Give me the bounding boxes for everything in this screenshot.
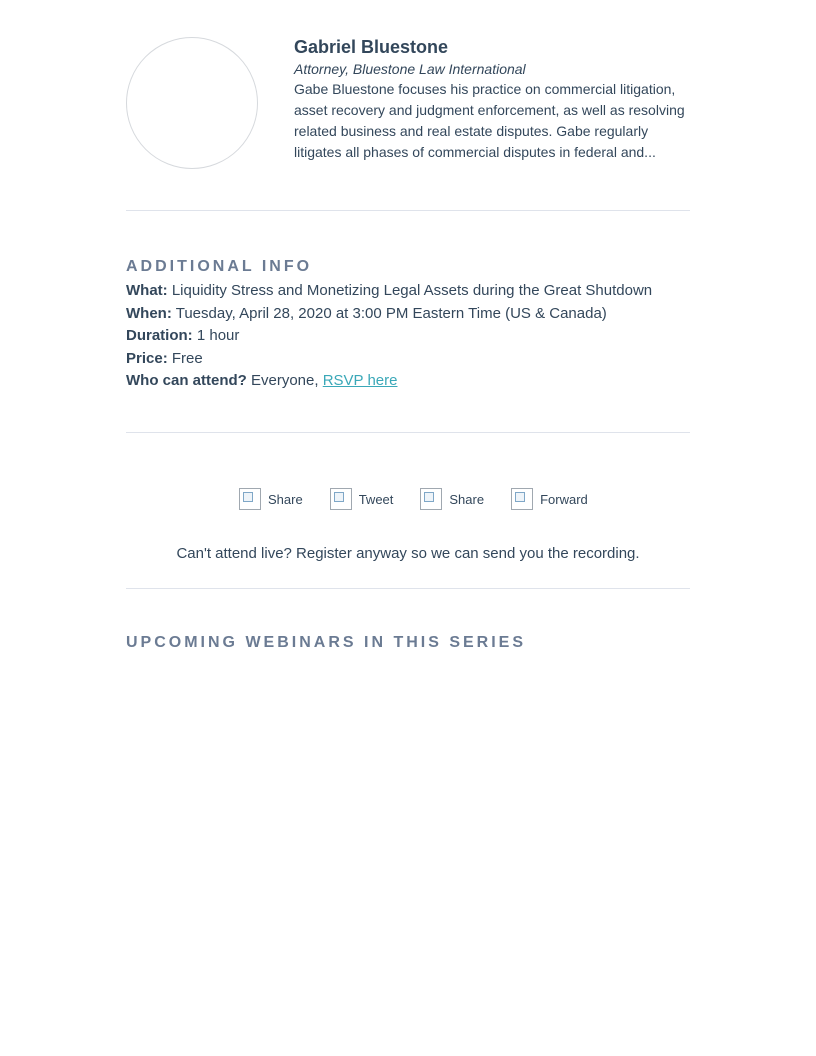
forward-email-button[interactable]	[511, 488, 588, 510]
share-section	[126, 433, 690, 588]
linkedin-icon	[239, 488, 261, 510]
speaker-avatar	[126, 37, 258, 169]
forward-label: Forward	[540, 491, 588, 507]
share-linkedin-button[interactable]	[239, 488, 303, 510]
upcoming-webinars-heading: UPCOMING WEBINARS IN THIS SERIES	[126, 634, 527, 651]
facebook-icon	[420, 488, 442, 510]
upcoming-webinars-section	[126, 589, 690, 689]
info-row-when	[126, 303, 690, 326]
share-facebook-button[interactable]	[420, 488, 484, 510]
rsvp-link[interactable]: RSVP here	[322, 372, 398, 389]
additional-info-section	[126, 211, 690, 432]
speaker-details	[294, 36, 690, 163]
what-value: Liquidity Stress and Monetizing Legal Assets during the Great Shutdown	[171, 282, 653, 299]
speaker-name: Gabriel Bluestone	[294, 37, 449, 57]
twitter-icon	[330, 488, 352, 510]
share-label: Share	[268, 491, 303, 507]
info-row-attend	[126, 370, 690, 393]
attend-value: Everyone,	[251, 372, 319, 389]
speaker-bio: Gabe Bluestone focuses his practice on commercial litigation, asset recovery and judgment enforcement, as well as resolving related business and real estate disputes. Gabe regularly litigates all phases of commercial disputes in federal and...	[294, 81, 685, 160]
what-label: What:	[126, 282, 168, 299]
when-value: Tuesday, April 28, 2020 at 3:00 PM Eastern Time (US & Canada)	[175, 304, 607, 322]
info-row-what	[126, 280, 690, 303]
price-value: Free	[171, 349, 203, 367]
email-icon	[511, 488, 533, 510]
share-twitter-button[interactable]	[330, 488, 394, 510]
when-label: When:	[126, 304, 172, 322]
info-row-price	[126, 348, 690, 371]
speaker-block	[126, 0, 690, 210]
speaker-title: Attorney, Bluestone Law International	[294, 61, 526, 77]
attend-label: Who can attend?	[126, 372, 247, 389]
additional-info-heading: ADDITIONAL INFO	[126, 258, 313, 275]
info-list	[126, 280, 690, 393]
duration-value: 1 hour	[196, 327, 240, 344]
tweet-label: Tweet	[358, 491, 394, 507]
email-content	[126, 0, 690, 689]
price-label: Price:	[126, 349, 168, 367]
share-bar	[239, 487, 588, 511]
duration-label: Duration:	[126, 327, 193, 344]
recording-note: Can't attend live? Register anyway so we can send you the recording.	[176, 545, 640, 562]
share-label: Share	[449, 491, 485, 507]
info-row-duration	[126, 325, 690, 348]
